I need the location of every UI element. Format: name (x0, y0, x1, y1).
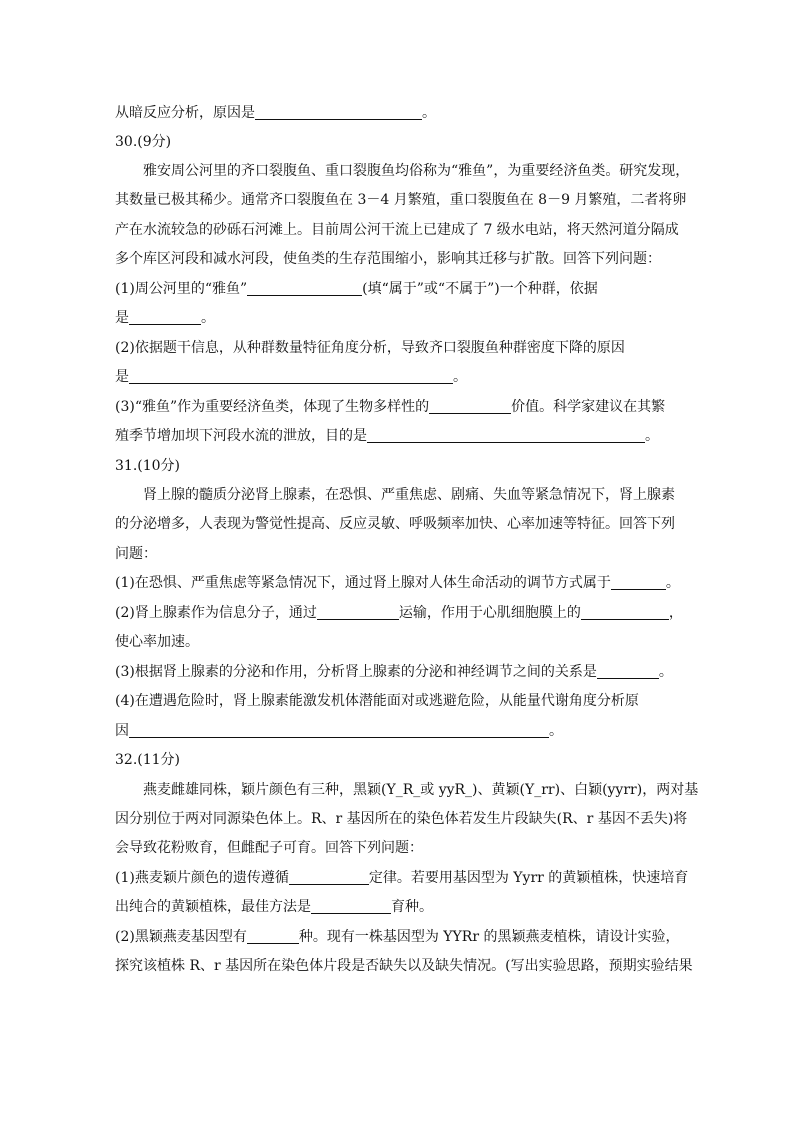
line-text: 其数量已极其稀少。通常齐口裂腹鱼在 3－4 月繁殖，重口裂腹鱼在 8－9 月繁殖，二者将卵 (115, 192, 687, 208)
text-line (115, 515, 675, 533)
line-text: (2)依据题干信息，从种群数量特征角度分析，导致齐口裂腹鱼种群密度下降的原因 (115, 340, 625, 356)
line-text: 是 (115, 310, 129, 326)
text-line (115, 957, 693, 975)
line-text: 育种。 (391, 899, 433, 915)
line-text: 31.(10分) (115, 458, 181, 474)
answer-blank[interactable] (611, 575, 666, 590)
text-line (115, 250, 661, 268)
text-line (115, 898, 433, 916)
answer-blank[interactable] (129, 723, 549, 738)
line-text: (3)“雅鱼”作为重要经济鱼类，体现了生物多样性的 (115, 399, 430, 415)
line-text: 价值。科学家建议在其繁 (511, 399, 666, 415)
line-text: (填“属于”或“不属于”)一个种群，依据 (362, 281, 598, 297)
answer-blank[interactable] (247, 929, 299, 944)
line-text: 从暗反应分析，原因是 (115, 105, 255, 121)
answer-blank[interactable] (429, 399, 511, 414)
line-text: ， (668, 605, 683, 621)
line-text: 因 (115, 723, 129, 739)
line-text: 殖季节增加坝下河段水流的泄放，目的是 (115, 428, 367, 444)
line-text: 肾上腺的髓质分泌肾上腺素，在恐惧、严重焦虑、剧痛、失血等紧急情况下，肾上腺素 (143, 487, 675, 503)
line-text: 运输，作用于心肌细胞膜上的 (398, 605, 581, 621)
line-text: 。 (422, 105, 436, 121)
line-text: 燕麦雌雄同株，颖片颜色有三种，黑颖(Y_R_或 yyR_)、黄颖(Y_rr)、白颖(yyrr)，两对基 (143, 782, 699, 798)
text-line (115, 309, 215, 327)
line-text: (3)根据肾上腺素的分泌和作用，分析肾上腺素的分泌和神经调节之间的关系是 (115, 664, 597, 680)
answer-blank[interactable] (367, 428, 645, 443)
text-line (143, 162, 689, 180)
answer-blank[interactable] (255, 105, 422, 120)
text-line (143, 781, 698, 799)
text-line (115, 928, 679, 946)
line-text: (2)黑颖燕麦基因型有 (115, 929, 247, 945)
line-text: 产在水流较急的砂砾石河滩上。目前周公河干流上已建成了 7 级水电站，将天然河道分隔成 (115, 222, 679, 238)
answer-blank[interactable] (129, 369, 453, 384)
text-line (115, 604, 683, 622)
line-text: 。 (665, 575, 680, 591)
line-text: 30.(9分) (115, 134, 172, 150)
line-text: 。 (549, 723, 563, 739)
answer-blank[interactable] (597, 664, 659, 679)
answer-blank[interactable] (129, 310, 201, 325)
text-line (115, 457, 180, 475)
line-text: 雅安周公河里的齐口裂腹鱼、重口裂腹鱼均俗称为“雅鱼”，为重要经济鱼类。研究发现， (143, 163, 690, 179)
text-line (115, 663, 673, 681)
text-line (115, 280, 598, 298)
text-line (115, 221, 679, 239)
line-text: (1)在恐惧、严重焦虑等紧急情况下，通过肾上腺对人体生命活动的调节方式属于 (115, 575, 611, 591)
line-text: 是 (115, 369, 129, 385)
text-line (115, 398, 665, 416)
text-line (143, 486, 675, 504)
text-line (115, 574, 680, 592)
answer-blank[interactable] (581, 605, 669, 620)
line-text: (4)在遭遇危险时，肾上腺素能激发机体潜能面对或逃避危险，从能量代谢角度分析原 (115, 693, 639, 709)
line-text: (1)燕麦颖片颜色的遗传遵循 (115, 870, 289, 886)
text-line (115, 633, 199, 651)
line-text: 。 (201, 310, 215, 326)
text-line (115, 368, 467, 386)
text-line (115, 869, 688, 887)
line-text: 问题： (115, 546, 157, 562)
text-line (115, 692, 639, 710)
line-text: 。 (658, 664, 673, 680)
text-line (115, 427, 659, 445)
line-text: 32.(11分) (115, 752, 181, 768)
line-text: 种。现有一株基因型为 YYRr 的黑颖燕麦植株，请设计实验， (298, 929, 680, 945)
text-line (115, 722, 563, 740)
answer-blank[interactable] (289, 870, 369, 885)
line-text: 使心率加速。 (115, 634, 199, 650)
line-text: 。 (453, 369, 467, 385)
text-line (115, 810, 687, 828)
line-text: 的分泌增多，人表现为警觉性提高、反应灵敏、呼吸频率加快、心率加速等特征。回答下列 (115, 516, 675, 532)
answer-blank[interactable] (317, 605, 399, 620)
text-line (115, 751, 180, 769)
line-text: 多个库区河段和减水河段，使鱼类的生存范围缩小，影响其迁移与扩散。回答下列问题： (115, 251, 661, 267)
text-line (115, 339, 625, 357)
answer-blank[interactable] (311, 899, 391, 914)
text-line (115, 104, 436, 122)
line-text: 。 (645, 428, 659, 444)
answer-blank[interactable] (247, 281, 362, 296)
text-line (115, 191, 686, 209)
line-text: 因分别位于两对同源染色体上。R、r 基因所在的染色体若发生片段缺失(R、r 基因不丢失)将 (115, 811, 688, 827)
text-line (115, 545, 157, 563)
line-text: 会导致花粉败育，但雌配子可育。回答下列问题： (115, 840, 423, 856)
line-text: 出纯合的黄颖植株，最佳方法是 (115, 899, 311, 915)
line-text: (2)肾上腺素作为信息分子，通过 (115, 605, 317, 621)
text-line (115, 839, 423, 857)
line-text: 定律。若要用基因型为 Yyrr 的黄颖植株，快速培育 (368, 870, 689, 886)
text-line (115, 133, 171, 151)
line-text: 探究该植株 R、r 基因所在染色体片段是否缺失以及缺失情况。(写出实验思路，预期实验结果 (115, 958, 693, 974)
line-text: (1)周公河里的“雅鱼” (115, 281, 248, 297)
